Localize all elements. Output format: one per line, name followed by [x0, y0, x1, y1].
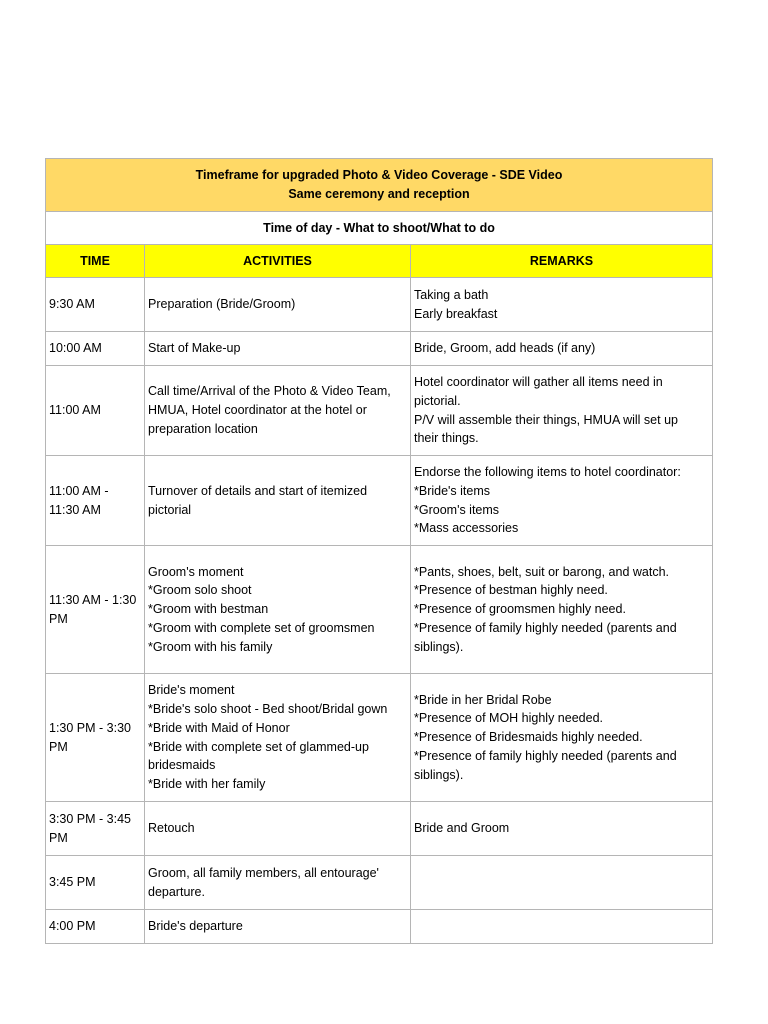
activities-cell-line: Groom, all family members, all entourage' [148, 865, 379, 880]
activities-cell-line: *Bride with her family [148, 776, 266, 791]
remarks-cell [411, 366, 713, 456]
table-row [46, 546, 713, 674]
activities-cell-line: *Groom with bestman [148, 602, 269, 617]
remarks-cell-line: P/V will assemble their things, HMUA will set up [414, 412, 678, 427]
activities-cell-line: *Bride's solo shoot - Bed shoot/Bridal gown [148, 702, 388, 717]
remarks-cell-line: Taking a bath [414, 287, 489, 302]
remarks-cell-line: *Presence of family highly needed (parents and [414, 620, 677, 635]
time-cell [46, 366, 145, 456]
remarks-cell-line: *Pants, shoes, belt, suit or barong, and watch. [414, 564, 670, 579]
title-line-1: Timeframe for upgraded Photo & Video Coverage - SDE Video [195, 168, 563, 183]
time-cell-line: PM [49, 611, 68, 626]
activities-cell [145, 856, 411, 910]
remarks-cell-line: Early breakfast [414, 306, 498, 321]
remarks-cell-line: their things. [414, 431, 479, 446]
activities-cell-line: Preparation (Bride/Groom) [148, 297, 296, 312]
remarks-cell [411, 802, 713, 856]
remarks-cell-line: *Groom's items [414, 502, 500, 517]
time-cell-line: 11:00 AM [49, 403, 101, 418]
remarks-cell-line: *Presence of MOH highly needed. [414, 711, 603, 726]
schedule-table [45, 158, 713, 944]
table-row [46, 456, 713, 546]
activities-cell-line: *Groom with complete set of groomsmen [148, 620, 375, 635]
time-cell-line: 9:30 AM [49, 297, 95, 312]
remarks-cell-line: siblings). [414, 767, 464, 782]
header-time: TIME [46, 245, 145, 278]
table-row [46, 910, 713, 944]
activities-cell-line: HMUA, Hotel coordinator at the hotel or [148, 403, 367, 418]
time-cell [46, 802, 145, 856]
table-row [46, 802, 713, 856]
activities-cell-line: bridesmaids [148, 758, 216, 773]
time-cell-line: 3:45 PM [49, 875, 96, 890]
activities-cell [145, 674, 411, 802]
remarks-cell-line: Bride, Groom, add heads (if any) [414, 341, 596, 356]
remarks-cell-line: *Bride in her Bridal Robe [414, 692, 552, 707]
table-row [46, 856, 713, 910]
time-cell-line: 4:00 PM [49, 919, 96, 934]
remarks-cell-line: *Bride's items [414, 483, 491, 498]
activities-cell-line: Start of Make-up [148, 341, 241, 356]
remarks-cell-line: Bride and Groom [414, 821, 510, 836]
time-cell-line: 11:30 AM [49, 502, 101, 517]
activities-cell-line: Bride's departure [148, 919, 243, 934]
activities-cell [145, 278, 411, 332]
time-cell-line: PM [49, 739, 68, 754]
remarks-cell [411, 332, 713, 366]
table-row [46, 366, 713, 456]
remarks-cell-line: *Presence of family highly needed (parents and [414, 748, 677, 763]
time-cell-line: PM [49, 830, 68, 845]
activities-cell-line: Retouch [148, 821, 195, 836]
remarks-cell-line: siblings). [414, 639, 464, 654]
activities-cell-line: *Bride with Maid of Honor [148, 720, 290, 735]
remarks-cell-line: *Mass accessories [414, 521, 519, 536]
activities-cell-line: Turnover of details and start of itemized [148, 483, 368, 498]
time-cell-line: 10:00 AM [49, 341, 102, 356]
time-cell [46, 674, 145, 802]
activities-cell-line: Call time/Arrival of the Photo & Video Team, [148, 384, 391, 399]
time-cell [46, 332, 145, 366]
remarks-cell [411, 546, 713, 674]
time-cell [46, 856, 145, 910]
activities-cell-line: preparation location [148, 421, 258, 436]
activities-cell-line: pictorial [148, 502, 192, 517]
time-cell-line: 11:00 AM - [49, 483, 109, 498]
activities-cell [145, 910, 411, 944]
activities-cell-line: Groom's moment [148, 564, 244, 579]
remarks-cell-line: *Presence of Bridesmaids highly needed. [414, 730, 643, 745]
remarks-cell-line: *Presence of groomsmen highly need. [414, 602, 626, 617]
title-line-2: Same ceremony and reception [288, 187, 470, 201]
remarks-cell [411, 856, 713, 910]
table-row [46, 674, 713, 802]
time-cell [46, 910, 145, 944]
remarks-cell-line: Endorse the following items to hotel coordinator: [414, 465, 681, 480]
time-cell-line: 1:30 PM - 3:30 [49, 720, 131, 735]
remarks-cell [411, 456, 713, 546]
activities-cell [145, 332, 411, 366]
remarks-cell-line: *Presence of bestman highly need. [414, 583, 608, 598]
remarks-cell-line: Hotel coordinator will gather all items need in [414, 375, 663, 390]
time-cell [46, 546, 145, 674]
table-subtitle: Time of day - What to shoot/What to do [46, 212, 713, 245]
table-title [46, 159, 713, 212]
table-row [46, 278, 713, 332]
activities-cell [145, 456, 411, 546]
activities-cell-line: departure. [148, 884, 205, 899]
header-activities: ACTIVITIES [145, 245, 411, 278]
time-cell-line: 11:30 AM - 1:30 [49, 592, 137, 607]
time-cell [46, 278, 145, 332]
time-cell [46, 456, 145, 546]
remarks-cell [411, 278, 713, 332]
remarks-cell-line: pictorial. [414, 393, 461, 408]
activities-cell-line: *Bride with complete set of glammed-up [148, 739, 369, 754]
activities-cell-line: *Groom solo shoot [148, 583, 252, 598]
table-row [46, 332, 713, 366]
activities-cell [145, 366, 411, 456]
header-remarks: REMARKS [411, 245, 713, 278]
time-cell-line: 3:30 PM - 3:45 [49, 811, 131, 826]
schedule-rows [46, 278, 713, 944]
activities-cell-line: *Groom with his family [148, 639, 273, 654]
activities-cell [145, 546, 411, 674]
activities-cell-line: Bride's moment [148, 683, 235, 698]
remarks-cell [411, 910, 713, 944]
activities-cell [145, 802, 411, 856]
remarks-cell [411, 674, 713, 802]
